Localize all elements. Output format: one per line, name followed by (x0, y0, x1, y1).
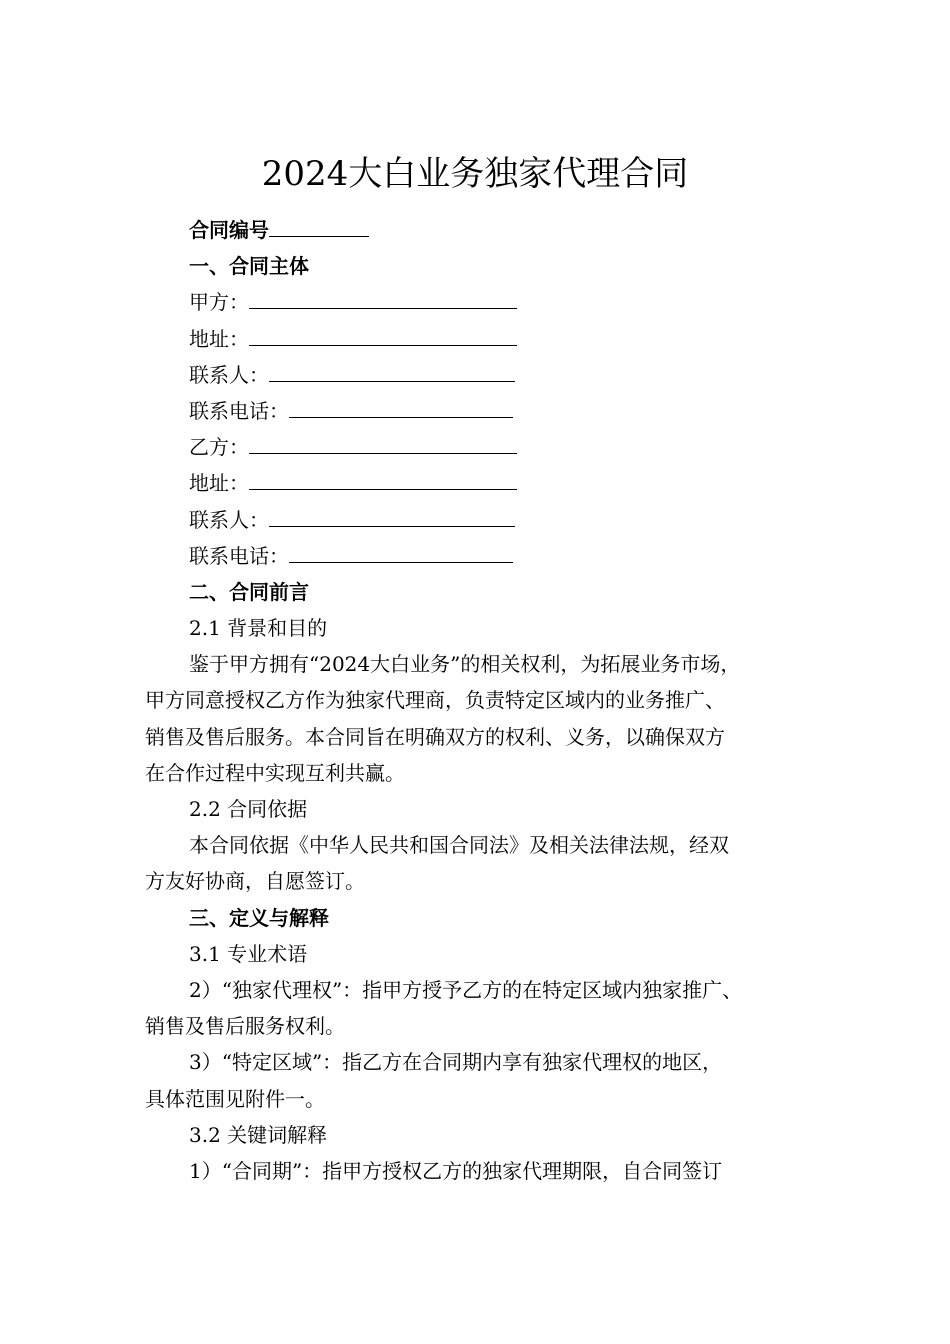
party-a-address-line (145, 321, 810, 357)
contract-number-line (145, 212, 810, 248)
document-title: 2024大白业务独家代理合同 (261, 154, 689, 194)
contact-blank (269, 504, 515, 527)
party-a-label: 甲方： (189, 290, 249, 315)
section-heading: 三、定义与解释 (189, 905, 329, 930)
paragraph-line: 销售及售后服务权利。 (145, 1014, 345, 1039)
paragraph-line: 甲方同意授权乙方作为独家代理商，负责特定区域内的业务推广、 (145, 688, 725, 713)
subsection-heading: 3.2 关键词解释 (189, 1122, 328, 1147)
contact-label: 联系人： (189, 362, 269, 387)
paragraph-line: 方友好协商，自愿签订。 (145, 869, 365, 894)
party-b-label: 乙方： (189, 435, 249, 460)
section-heading: 二、合同前言 (189, 579, 309, 604)
address-blank (249, 467, 517, 490)
contact-blank (269, 359, 515, 382)
phone-blank (289, 540, 513, 563)
address-blank (249, 323, 517, 346)
address-label: 地址： (189, 471, 249, 496)
party-b-line (145, 429, 810, 465)
party-a-phone-line (145, 393, 810, 429)
paragraph-line: 2）“独家代理权”：指甲方授予乙方的在特定区域内独家推广、 (189, 977, 743, 1002)
paragraph-line: 具体范围见附件一。 (145, 1086, 325, 1111)
paragraph-line: 鉴于甲方拥有“2024大白业务”的相关权利，为拓展业务市场， (189, 652, 741, 677)
paragraph-line: 在合作过程中实现互利共赢。 (145, 760, 405, 785)
party-b-contact-line (145, 502, 810, 538)
party-a-blank (249, 286, 517, 309)
subsection-heading: 3.1 专业术语 (189, 941, 308, 966)
section-heading: 一、合同主体 (189, 254, 309, 279)
paragraph-line: 本合同依据《中华人民共和国合同法》及相关法律法规，经双 (189, 833, 729, 858)
party-b-phone-line (145, 538, 810, 574)
phone-label: 联系电话： (189, 543, 289, 568)
contact-label: 联系人： (189, 507, 269, 532)
subsection-heading: 2.1 背景和目的 (189, 616, 328, 641)
contract-number-label: 合同编号 (189, 218, 269, 242)
party-b-blank (249, 431, 517, 454)
party-a-line (145, 284, 810, 320)
party-a-contact-line (145, 357, 810, 393)
address-label: 地址： (189, 326, 249, 351)
subsection-heading: 2.2 合同依据 (189, 797, 308, 821)
contract-number-blank (269, 214, 369, 237)
party-b-address-line (145, 465, 810, 501)
phone-label: 联系电话： (189, 398, 289, 423)
document-body (145, 212, 810, 1189)
paragraph-line: 3）“特定区域”：指乙方在合同期内享有独家代理权的地区， (189, 1050, 723, 1075)
paragraph-line: 销售及售后服务。本合同旨在明确双方的权利、义务，以确保双方 (145, 724, 725, 749)
phone-blank (289, 395, 513, 418)
paragraph-line: 1）“合同期”：指甲方授权乙方的独家代理期限，自合同签订 (189, 1158, 723, 1183)
